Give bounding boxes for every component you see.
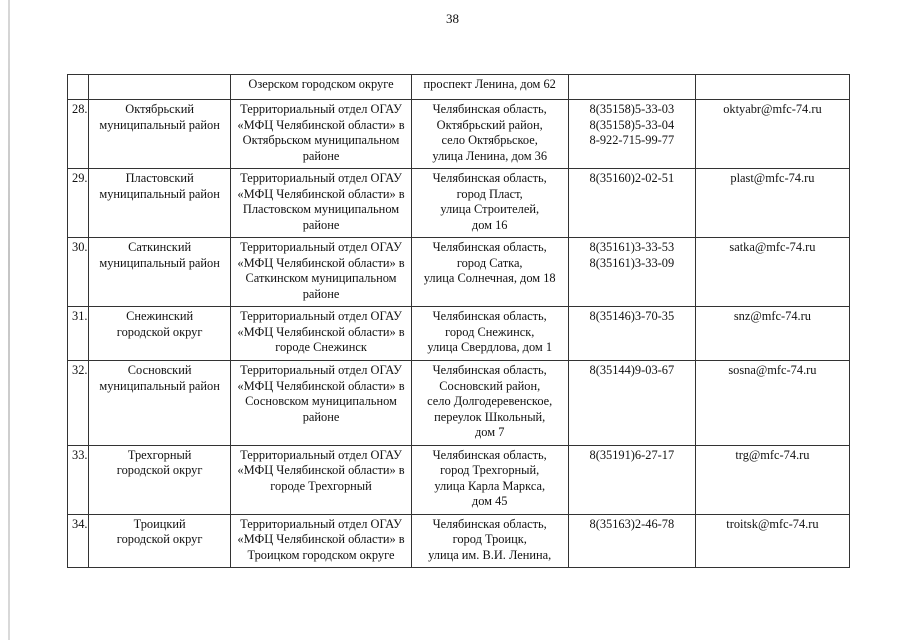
department-line: «МФЦ Челябинской области» в (237, 186, 405, 201)
municipality-cell (88, 361, 231, 446)
address-cell (411, 100, 568, 169)
department-line: Октябрьском муниципальном (242, 133, 400, 147)
address-line: переулок Школьный, (434, 409, 546, 424)
municipality-line: Трехгорный (127, 447, 192, 462)
address-line: Челябинская область, (432, 171, 547, 185)
address-cell (411, 307, 568, 361)
municipality-line: муниципальный район (99, 186, 220, 201)
municipality-cell (88, 445, 231, 514)
address-line: улица им. В.И. Ленина, (428, 547, 552, 562)
address-line: Челябинская область, (432, 516, 547, 531)
municipality-cell (88, 514, 231, 568)
address-line: дом 16 (471, 217, 508, 232)
table-row (68, 100, 850, 169)
row-number-cell: 34. (68, 514, 89, 568)
department-cell (231, 361, 411, 446)
municipality-line: муниципальный район (99, 117, 220, 132)
address-cell (411, 238, 568, 307)
phone-line: 8-922-715-99-77 (589, 133, 675, 147)
table-row (68, 445, 850, 514)
email-cell: troitsk@mfc-74.ru (695, 514, 849, 568)
department-cell (231, 514, 411, 568)
department-line: «МФЦ Челябинской области» в (237, 463, 405, 477)
row-number-cell: 28. (68, 100, 89, 169)
phone-cell (568, 307, 695, 361)
municipality-cell (88, 169, 231, 238)
phone-cell (568, 361, 695, 446)
mfc-offices-table (67, 74, 850, 568)
address-cell (411, 75, 568, 100)
address-line: город Трехгорный, (440, 463, 540, 477)
department-cell (231, 75, 411, 100)
municipality-line: Троицкий (133, 516, 186, 531)
department-line: районе (302, 217, 340, 232)
municipality-line: городской округ (116, 324, 203, 339)
phone-cell (568, 445, 695, 514)
table-row (68, 169, 850, 238)
phone-line: 8(35160)2-02-51 (589, 171, 675, 185)
address-line: улица Свердлова, дом 1 (427, 340, 553, 354)
phone-line: 8(35191)6-27-17 (589, 447, 675, 462)
municipality-line: городской округ (116, 463, 203, 477)
scan-edge-shadow (8, 0, 10, 640)
department-line: Территориальный отдел ОГАУ (240, 309, 402, 323)
email-cell (695, 75, 849, 100)
address-line: Челябинская область, (432, 363, 547, 377)
municipality-line: муниципальный район (99, 378, 220, 393)
address-cell (411, 445, 568, 514)
address-line: Челябинская область, (432, 240, 547, 254)
municipality-line: Снежинский (126, 309, 194, 323)
address-line: село Октябрьское, (441, 133, 538, 147)
department-line: Территориальный отдел ОГАУ (240, 171, 402, 185)
email-cell: sosna@mfc-74.ru (695, 361, 849, 446)
address-cell (411, 514, 568, 568)
address-line: Челябинская область, (432, 102, 547, 116)
table-row (68, 307, 850, 361)
phone-cell (568, 514, 695, 568)
row-number-cell: 29. (68, 169, 89, 238)
email-cell: oktyabr@mfc-74.ru (695, 100, 849, 169)
phone-cell (568, 100, 695, 169)
municipality-cell (88, 238, 231, 307)
email-cell: satka@mfc-74.ru (695, 238, 849, 307)
phone-cell (568, 238, 695, 307)
address-line: Челябинская область, (432, 309, 547, 323)
department-cell (231, 307, 411, 361)
department-line: Территориальный отдел ОГАУ (240, 447, 402, 462)
address-line: город Пласт, (456, 186, 523, 201)
municipality-line: Саткинский (128, 240, 192, 254)
municipality-line: Пластовский (125, 171, 194, 185)
department-line: районе (302, 148, 340, 163)
email-cell: trg@mfc-74.ru (695, 445, 849, 514)
row-number-cell: 32. (68, 361, 89, 446)
table-row (68, 361, 850, 446)
department-line: Озерском городском округе (248, 77, 394, 91)
table-row (68, 514, 850, 568)
phone-line: 8(35161)3-33-53 (589, 240, 675, 254)
department-line: Сосновском муниципальном (245, 394, 397, 408)
address-line: улица Карла Маркса, (434, 478, 546, 493)
department-cell (231, 100, 411, 169)
department-line: «МФЦ Челябинской области» в (237, 324, 405, 339)
department-line: «МФЦ Челябинской области» в (237, 255, 405, 270)
address-line: улица Ленина, дом 36 (432, 148, 548, 163)
department-line: «МФЦ Челябинской области» в (237, 117, 405, 132)
department-line: районе (302, 409, 340, 424)
department-line: Территориальный отдел ОГАУ (240, 240, 402, 254)
address-line: Сосновский район, (439, 378, 541, 393)
department-line: «МФЦ Челябинской области» в (237, 532, 405, 546)
municipality-line: Сосновский (127, 363, 192, 377)
department-line: Территориальный отдел ОГАУ (240, 516, 402, 531)
address-line: улица Строителей, (440, 202, 540, 216)
department-cell (231, 238, 411, 307)
page-number: 38 (446, 11, 459, 26)
table-row (68, 75, 850, 100)
address-line: город Снежинск, (445, 324, 535, 339)
row-number-cell: 30. (68, 238, 89, 307)
email-cell: plast@mfc-74.ru (695, 169, 849, 238)
address-line: город Сатка, (456, 255, 523, 270)
department-cell (231, 169, 411, 238)
address-line: дом 7 (475, 425, 505, 439)
phone-line: 8(35146)3-70-35 (589, 309, 675, 323)
department-line: Территориальный отдел ОГАУ (240, 363, 402, 377)
department-line: городе Трехгорный (270, 478, 372, 493)
phone-line: 8(35158)5-33-03 (589, 102, 675, 116)
department-line: «МФЦ Челябинской области» в (237, 378, 405, 393)
municipality-line: муниципальный район (99, 255, 220, 270)
table-body (68, 75, 850, 568)
address-line: Челябинская область, (432, 447, 547, 462)
municipality-cell (88, 75, 231, 100)
row-number-cell: 33. (68, 445, 89, 514)
municipality-line: городской округ (116, 532, 203, 546)
phone-line: 8(35163)2-46-78 (589, 516, 675, 531)
phone-line: 8(35144)9-03-67 (589, 363, 675, 377)
municipality-cell (88, 100, 231, 169)
address-line: село Долгодеревенское, (427, 394, 553, 408)
phone-line: 8(35158)5-33-04 (589, 117, 675, 132)
department-line: районе (302, 286, 340, 301)
address-line: проспект Ленина, дом 62 (423, 77, 556, 91)
address-cell (411, 169, 568, 238)
row-number-cell: 31. (68, 307, 89, 361)
department-line: Территориальный отдел ОГАУ (240, 102, 402, 116)
row-number-cell (68, 75, 89, 100)
department-line: Троицком городском округе (247, 547, 395, 562)
municipality-line: Октябрьский (125, 102, 194, 116)
municipality-cell (88, 307, 231, 361)
phone-cell (568, 169, 695, 238)
department-line: городе Снежинск (275, 340, 367, 354)
address-line: Октябрьский район, (436, 117, 543, 132)
department-line: Саткинском муниципальном (245, 271, 397, 285)
phone-line: 8(35161)3-33-09 (589, 255, 675, 270)
department-line: Пластовском муниципальном (242, 202, 400, 216)
address-line: улица Солнечная, дом 18 (423, 271, 556, 285)
address-cell (411, 361, 568, 446)
address-line: дом 45 (471, 494, 508, 508)
address-line: город Троицк, (452, 532, 527, 546)
email-cell: snz@mfc-74.ru (695, 307, 849, 361)
table-row (68, 238, 850, 307)
department-cell (231, 445, 411, 514)
phone-cell (568, 75, 695, 100)
